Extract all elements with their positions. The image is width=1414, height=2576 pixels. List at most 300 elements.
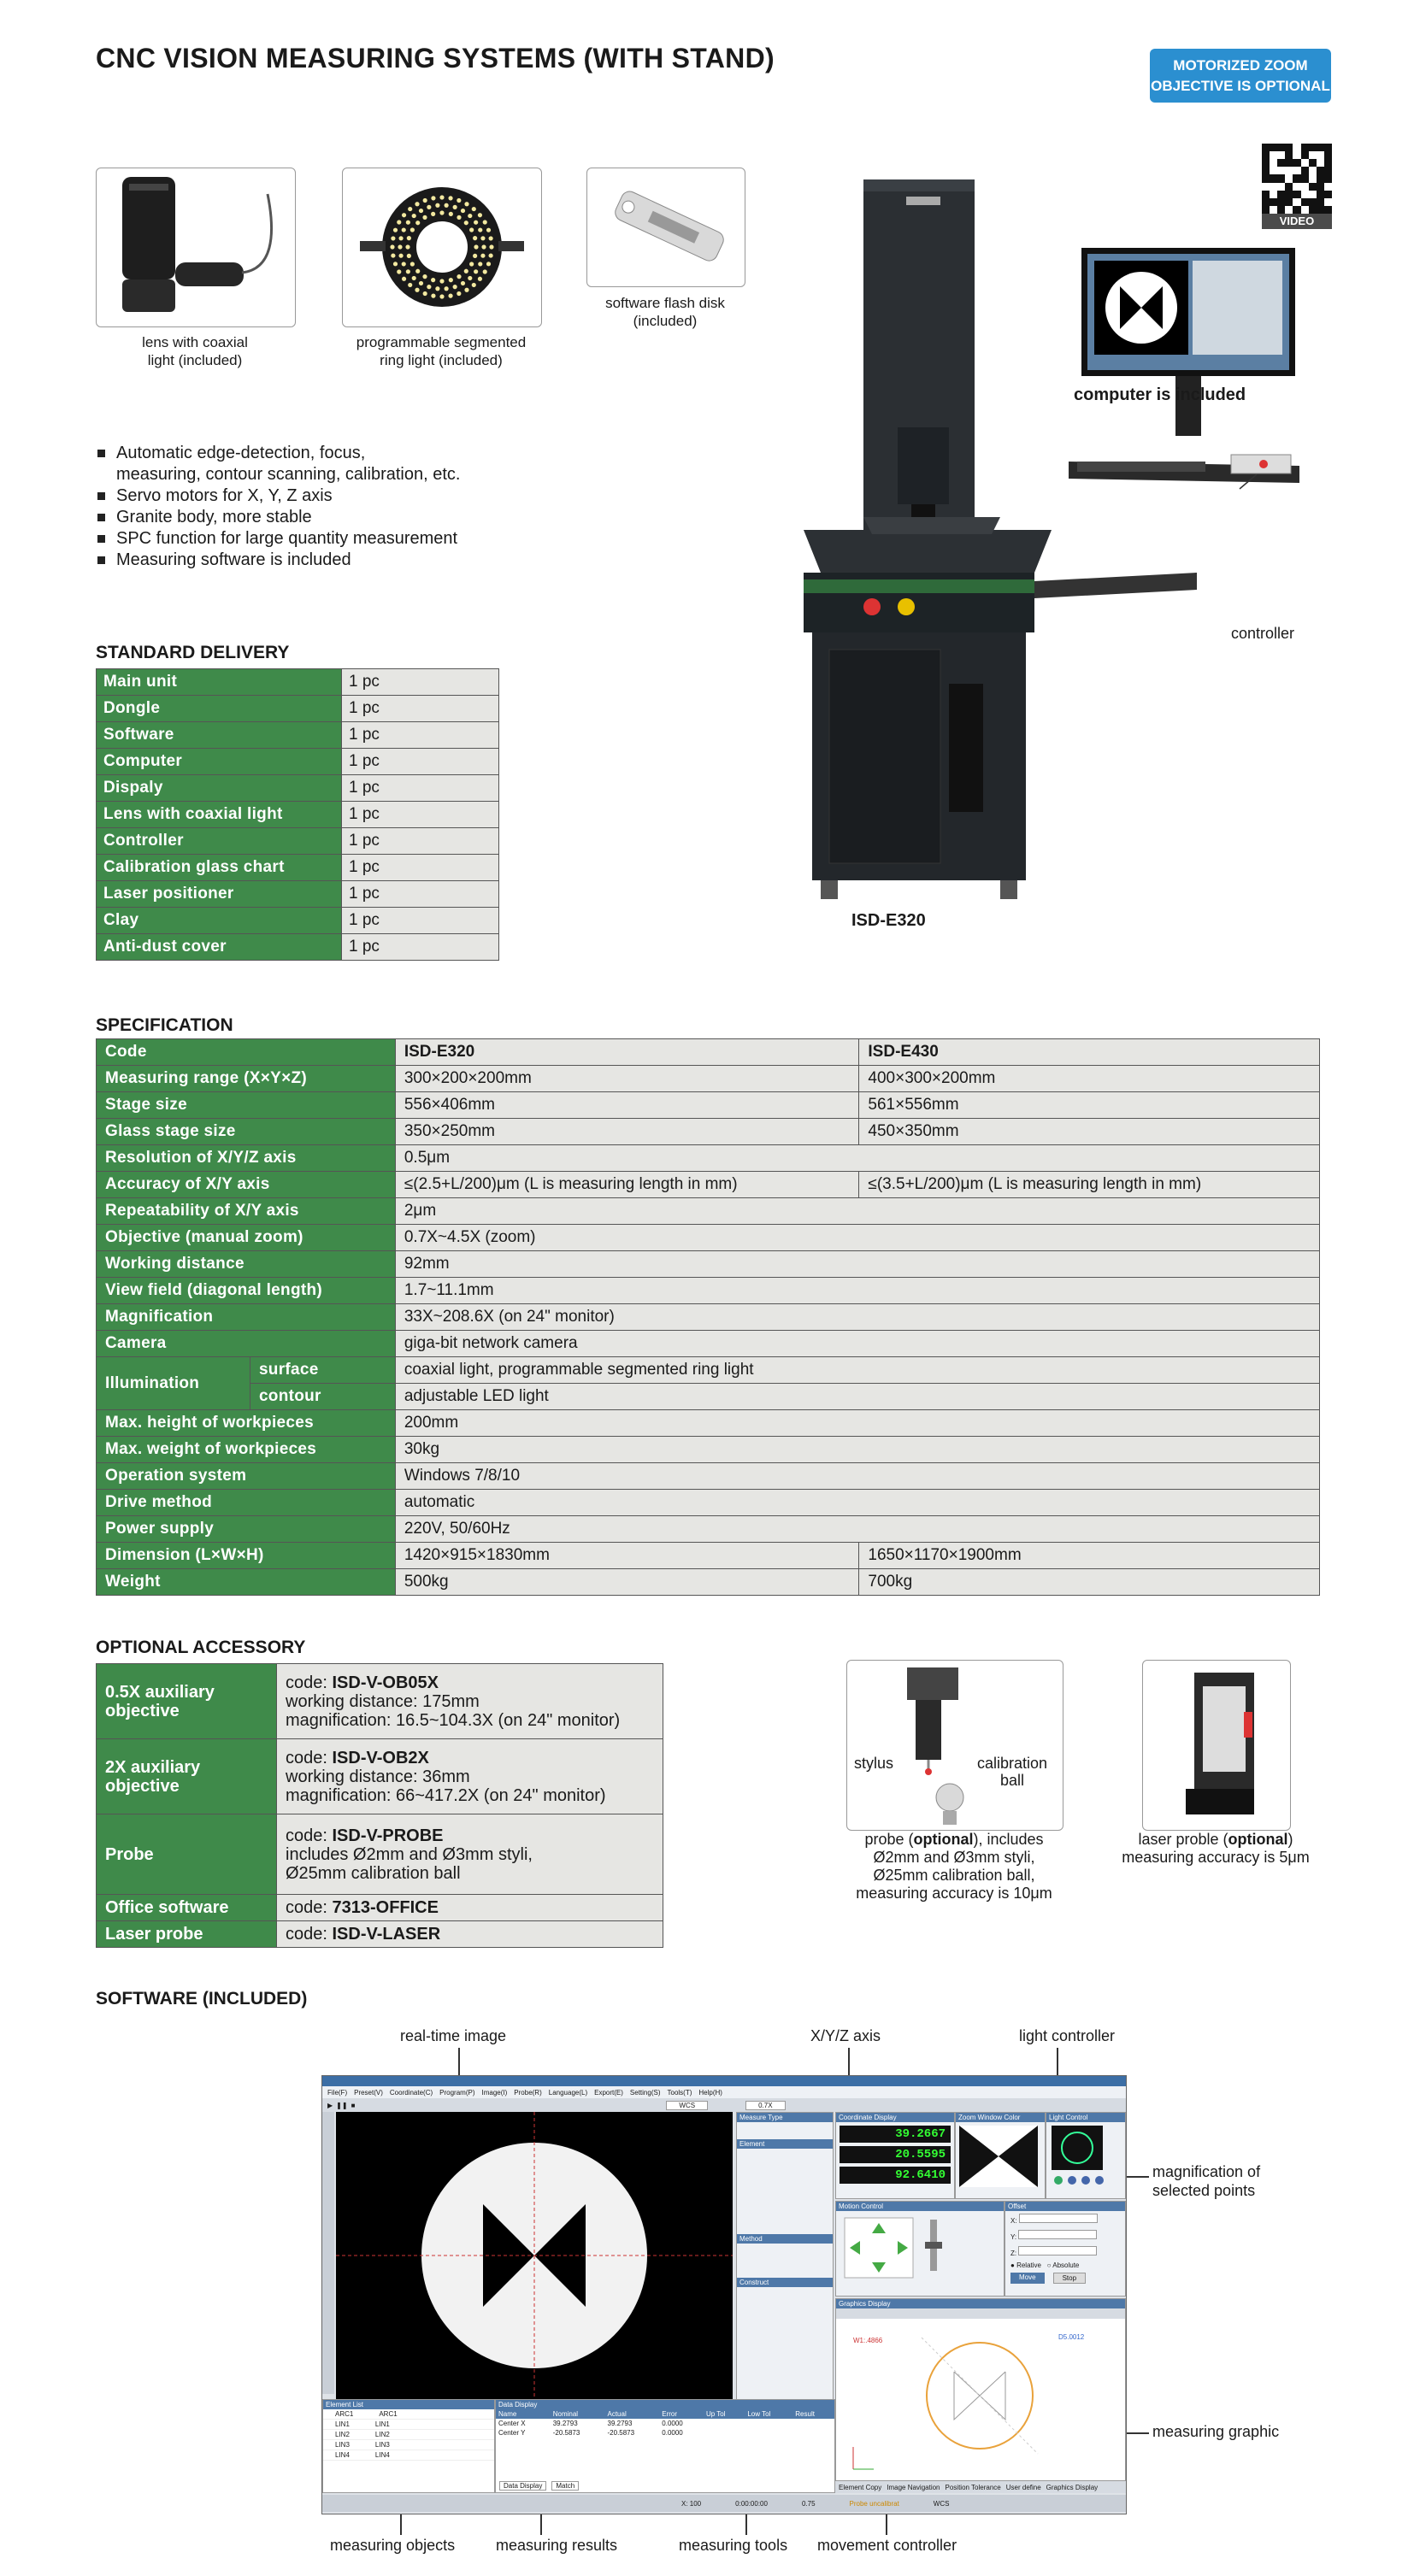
spec-value: 400×300×200mm [859, 1066, 1320, 1092]
qr-cell [1285, 144, 1293, 151]
led-dot [415, 269, 420, 273]
offset-y-row: Y: [1005, 2227, 1125, 2244]
led-dot [431, 212, 435, 216]
element-list-panel [322, 2399, 495, 2493]
led-dot [461, 209, 465, 213]
calibration-ball-label [977, 1755, 1047, 1789]
opt-detail [277, 1921, 663, 1948]
graphics-tab[interactable]: Graphics Display [1046, 2483, 1099, 2491]
element-name: ARC1 [335, 2410, 354, 2418]
status-bar [322, 2495, 1126, 2512]
flash-disk-photo [586, 168, 745, 287]
calib-line: ball [1000, 1772, 1025, 1789]
column-header[interactable]: Low Tol [745, 2409, 792, 2419]
light-control-panel [1046, 2112, 1126, 2199]
spec-key: Camera [97, 1331, 396, 1357]
table-cell: 0.0000 [662, 2429, 683, 2437]
led-dot [423, 291, 427, 296]
laser-caption-line: measuring accuracy is 5μm [1122, 1849, 1310, 1866]
element-label: LIN1 [374, 2420, 390, 2428]
graphics-toolbar [836, 2308, 1125, 2319]
menu-item[interactable]: Help(H) [698, 2088, 722, 2097]
method-tools[interactable] [737, 2244, 833, 2278]
opt-detail-line: working distance: 175mm [286, 1691, 480, 1711]
delivery-item: Anti-dust cover [97, 934, 342, 961]
delivery-row [97, 855, 499, 881]
qr-cell [1317, 206, 1324, 214]
opt-name [97, 1739, 277, 1814]
led-dot [412, 214, 416, 218]
menu-item[interactable]: Coordinate(C) [389, 2088, 433, 2097]
probe-caption-line: Ø25mm calibration ball, [873, 1867, 1035, 1884]
element-name: LIN1 [335, 2420, 350, 2428]
spec-key: Magnification [97, 1304, 396, 1331]
qr-cell [1309, 183, 1317, 191]
table-cell [792, 2428, 834, 2438]
laser-caption-line: laser proble (optional) [1138, 1831, 1293, 1848]
spec-subkey: contour [250, 1384, 395, 1410]
led-dot [415, 288, 419, 292]
led-dot [415, 202, 419, 206]
spec-key: Dimension (L×W×H) [97, 1543, 396, 1569]
spec-row [97, 1225, 1320, 1251]
spec-key: Weight [97, 1569, 396, 1596]
spec-key: Glass stage size [97, 1119, 396, 1145]
qr-cell [1324, 144, 1332, 151]
led-dot [478, 277, 482, 281]
element-label: LIN4 [374, 2451, 390, 2459]
led-dot [439, 279, 444, 283]
spec-key: Objective (manual zoom) [97, 1225, 396, 1251]
qr-cell [1309, 151, 1317, 159]
realtime-image [336, 2112, 733, 2399]
pause-icon[interactable]: ❚❚ [336, 2101, 348, 2109]
qr-cell [1317, 183, 1324, 191]
left-toolstrip [322, 2112, 334, 2394]
delivery-row [97, 908, 499, 934]
status-text: 0.75 [801, 2499, 816, 2508]
led-dot [423, 198, 427, 203]
led-dot [480, 254, 485, 258]
element-label: LIN2 [374, 2431, 390, 2438]
element-label: ARC1 [379, 2410, 398, 2418]
panel-zoom-title: Zoom Window Color [956, 2113, 1045, 2122]
column-header[interactable]: Actual [605, 2409, 660, 2419]
realtime-image-label: real-time image [400, 2027, 507, 2044]
move-button[interactable]: Move [1010, 2273, 1045, 2284]
relative-radio[interactable]: Relative [1016, 2261, 1041, 2269]
led-dot [448, 196, 452, 200]
spec-key: Drive method [97, 1490, 396, 1516]
opt-code: ISD-V-PROBE [332, 1826, 444, 1845]
optional-table [96, 1663, 663, 1948]
spec-key: Max. weight of workpieces [97, 1437, 396, 1463]
opt-code-line [286, 1673, 654, 1692]
led-dot [474, 221, 478, 225]
delivery-row [97, 775, 499, 802]
delivery-qty: 1 pc [342, 934, 499, 961]
opt-detail-line: magnification: 66~417.2X (on 24" monitor) [286, 1785, 606, 1805]
tab-data-display[interactable]: Data Display [499, 2481, 546, 2491]
qr-cell [1324, 174, 1332, 182]
opt-name-line: objective [105, 1701, 180, 1720]
list-item[interactable] [323, 2420, 494, 2430]
graphics-tab[interactable]: Element Copy [839, 2483, 882, 2491]
led-dot [410, 262, 415, 266]
led-dot [457, 215, 461, 220]
table-cell [704, 2428, 745, 2438]
led-dot [391, 236, 395, 240]
measuring-results-label: measuring results [496, 2537, 618, 2554]
spec-key: Accuracy of X/Y axis [97, 1172, 396, 1198]
spec-row [97, 1145, 1320, 1172]
spec-value: 500kg [395, 1569, 859, 1596]
opt-name: Laser probe [97, 1921, 277, 1948]
menu-item[interactable]: Image(I) [481, 2088, 508, 2097]
menu-item[interactable]: Language(L) [548, 2088, 588, 2097]
spec-value: 1420×915×1830mm [395, 1543, 859, 1569]
graphics-tab[interactable]: Position Tolerance [945, 2483, 1001, 2491]
list-item[interactable] [323, 2450, 494, 2461]
panel-method-title: Method [737, 2234, 833, 2244]
opt-code: ISD-V-OB05X [332, 1673, 439, 1692]
optional-accessory-title: OPTIONAL ACCESSORY [96, 1638, 306, 1657]
qr-cell [1309, 174, 1317, 182]
feature-item: measuring, contour scanning, calibration, etc. [116, 465, 461, 484]
lens-photo [96, 168, 296, 327]
flash-caption-line-1: software flash disk [605, 295, 725, 311]
qr-cell [1270, 159, 1277, 167]
qr-cell [1277, 144, 1285, 151]
qr-cell [1324, 151, 1332, 159]
panel-construct-title: Construct [737, 2278, 833, 2287]
led-dot [468, 214, 472, 218]
qr-cell [1324, 183, 1332, 191]
led-dot [408, 283, 412, 287]
table-row[interactable] [496, 2419, 834, 2428]
led-dot [398, 236, 403, 240]
flash-caption-line-2: (included) [633, 313, 698, 329]
feature-item: Servo motors for X, Y, Z axis [94, 485, 460, 507]
opt-code: ISD-V-OB2X [332, 1748, 429, 1767]
menu-item[interactable]: Probe(R) [514, 2088, 542, 2097]
table-header [496, 2409, 834, 2419]
ring-caption-line-1: programmable segmented [356, 334, 527, 350]
opt-detail-line: working distance: 36mm [286, 1767, 470, 1786]
element-name: LIN2 [335, 2431, 350, 2438]
play-icon[interactable]: ▶ [327, 2101, 333, 2109]
lens-caption-line-2: light (included) [147, 352, 243, 368]
offset-z-input[interactable] [1018, 2246, 1097, 2255]
laser-probe-photo [1142, 1660, 1291, 1831]
led-dot [407, 236, 411, 240]
qr-cell [1270, 144, 1277, 151]
led-dot [408, 207, 412, 211]
spec-row [97, 1331, 1320, 1357]
delivery-item: Software [97, 722, 342, 749]
spec-row [97, 1516, 1320, 1543]
delivery-qty: 1 pc [342, 669, 499, 696]
qr-cell [1309, 206, 1317, 214]
status-text: Probe uncalibrat [849, 2499, 899, 2508]
light-controller-label: light controller [1019, 2027, 1116, 2044]
led-dot [419, 281, 423, 285]
delivery-item: Lens with coaxial light [97, 802, 342, 828]
delivery-row [97, 669, 499, 696]
spec-row [97, 1384, 1320, 1410]
video-label[interactable]: VIDEO [1262, 214, 1332, 229]
code-prefix: code: [286, 1826, 333, 1845]
table-cell: -20.5873 [552, 2429, 580, 2437]
led-dot [402, 262, 406, 266]
opt-detail-line: Ø25mm calibration ball [286, 1863, 461, 1883]
panel-measure-title: Measure Type [737, 2113, 833, 2122]
spec-value: 33X~208.6X (on 24" monitor) [395, 1304, 1319, 1331]
light-ring-icon[interactable] [1046, 2122, 1123, 2191]
menu-item[interactable]: Program(P) [439, 2088, 475, 2097]
delivery-row [97, 749, 499, 775]
opt-code: 7313-OFFICE [332, 1898, 439, 1917]
measuring-tools-label: measuring tools [679, 2537, 788, 2554]
led-dot [474, 269, 478, 273]
qr-cell [1317, 151, 1324, 159]
delivery-table [96, 668, 499, 961]
spec-key: Illumination [97, 1357, 250, 1410]
led-dot [427, 205, 431, 209]
spec-row [97, 1410, 1320, 1437]
code-prefix: code: [286, 1748, 333, 1767]
zoom-preview-icon [956, 2122, 1041, 2191]
led-dot [439, 294, 444, 298]
feature-item: Automatic edge-detection, focus, [94, 443, 460, 464]
qr-cell [1277, 151, 1285, 159]
stop-button[interactable]: Stop [1053, 2273, 1086, 2284]
feature-item: Granite body, more stable [94, 507, 460, 528]
led-dot [448, 294, 452, 298]
lens-caption-line-1: lens with coaxial [142, 334, 248, 350]
tab-match[interactable]: Match [551, 2481, 579, 2491]
qr-cell [1324, 198, 1332, 206]
list-item[interactable] [323, 2440, 494, 2450]
qr-cell [1293, 159, 1300, 167]
qr-cell [1285, 159, 1293, 167]
qr-cell [1293, 151, 1300, 159]
offset-mode-row: ● Relative ○ Absolute [1010, 2261, 1080, 2269]
menu-item[interactable]: Preset(V) [354, 2088, 383, 2097]
spec-subkey: surface [250, 1357, 395, 1384]
column-header[interactable]: Up Tol [704, 2409, 745, 2419]
element-list-title: Element List [323, 2400, 494, 2409]
led-dot [468, 276, 472, 280]
graphics-tab[interactable]: Image Navigation [887, 2483, 940, 2491]
opt-code-line [286, 1749, 654, 1767]
column-header[interactable]: Error [659, 2409, 704, 2419]
spec-table [96, 1038, 1320, 1596]
led-dot [474, 244, 478, 249]
data-tabs [499, 2481, 579, 2491]
spec-value: adjustable LED light [395, 1384, 1319, 1410]
mag-line: selected points [1152, 2182, 1256, 2199]
lens-caption [96, 333, 294, 369]
led-dot [390, 244, 394, 249]
led-dot [427, 285, 431, 289]
machine-photo [752, 171, 1308, 923]
spec-key: Max. height of workpieces [97, 1410, 396, 1437]
delivery-row [97, 828, 499, 855]
opt-detail [277, 1814, 663, 1895]
probe-caption-line: probe (optional), includes [864, 1831, 1044, 1848]
delivery-qty: 1 pc [342, 802, 499, 828]
flash-disk-icon [587, 168, 745, 286]
menu-item[interactable]: Setting(S) [629, 2088, 661, 2097]
qr-cell [1317, 159, 1324, 167]
menu-item[interactable]: Export(E) [594, 2088, 623, 2097]
table-cell [792, 2419, 834, 2428]
spec-value: 220V, 50/60Hz [395, 1516, 1319, 1543]
spec-row [97, 1251, 1320, 1278]
led-dot [486, 262, 491, 266]
motorized-zoom-badge [1150, 49, 1331, 103]
probe-caption-line: Ø2mm and Ø3mm styli, [873, 1849, 1035, 1866]
offset-y-input[interactable] [1018, 2230, 1097, 2239]
qr-cell [1285, 151, 1293, 159]
delivery-row [97, 934, 499, 961]
calib-line: calibration [977, 1755, 1048, 1772]
qr-cell [1309, 144, 1317, 151]
led-dot [473, 254, 477, 258]
page-title: CNC VISION MEASURING SYSTEMS (WITH STAND) [96, 43, 775, 74]
spec-key: Operation system [97, 1463, 396, 1490]
spec-row [97, 1543, 1320, 1569]
spec-value: 1.7~11.1mm [395, 1278, 1319, 1304]
status-text: WCS [933, 2499, 950, 2508]
led-dot [478, 227, 482, 232]
mag-line: magnification of [1152, 2163, 1261, 2180]
spec-row [97, 1119, 1320, 1145]
led-dot [453, 205, 457, 209]
qr-cell [1317, 191, 1324, 198]
spec-value: 561×556mm [859, 1092, 1320, 1119]
led-dot [435, 203, 439, 208]
flash-disk-caption [578, 294, 752, 330]
led-dot [469, 262, 474, 266]
camera-view-icon [336, 2112, 733, 2399]
column-header[interactable]: Result [792, 2409, 834, 2419]
led-dot [406, 269, 410, 273]
offset-x-input[interactable] [1019, 2214, 1098, 2223]
code-prefix: code: [286, 1898, 333, 1917]
led-dot [407, 254, 411, 258]
y-readout: 20.5595 [840, 2146, 951, 2163]
delivery-item: Main unit [97, 669, 342, 696]
spec-header-row [97, 1039, 1320, 1066]
feature-item: SPC function for large quantity measurement [94, 528, 460, 550]
badge-line-2: OBJECTIVE IS OPTIONAL [1151, 78, 1330, 94]
column-header[interactable]: Nominal [551, 2409, 605, 2419]
jog-arrows-icon[interactable] [836, 2211, 999, 2288]
specification-title: SPECIFICATION [96, 1015, 233, 1035]
ring-caption-line-2: ring light (included) [380, 352, 503, 368]
list-item[interactable] [323, 2409, 494, 2420]
led-dot [483, 220, 487, 224]
ring-light-icon [343, 168, 541, 326]
led-dot [393, 262, 398, 266]
qr-cell [1317, 198, 1324, 206]
zoom-select[interactable]: 0.7X [745, 2101, 785, 2110]
machine-model-label: ISD-E320 [851, 911, 926, 930]
panel-element-title: Element [737, 2139, 833, 2149]
led-dot [391, 253, 395, 257]
table-cell: 0.0000 [662, 2420, 683, 2427]
spec-key: Working distance [97, 1251, 396, 1278]
led-dot [449, 212, 453, 216]
spec-value: 300×200×200mm [395, 1066, 859, 1092]
menu-item[interactable]: Tools(T) [667, 2088, 692, 2097]
wcs-select[interactable]: WCS [666, 2101, 708, 2110]
offset-x-row: X: [1005, 2211, 1125, 2227]
menu-item[interactable]: File(F) [327, 2088, 348, 2097]
spec-value: coaxial light, programmable segmented ring light [395, 1357, 1319, 1384]
qr-cell [1262, 159, 1270, 167]
window-titlebar [322, 2076, 1126, 2086]
led-dot [449, 278, 453, 282]
list-item[interactable] [323, 2430, 494, 2440]
table-cell: 39.2793 [552, 2420, 578, 2427]
led-dot [472, 283, 476, 287]
graphics-tab[interactable]: User define [1005, 2483, 1041, 2491]
spec-value: 1650×1170×1900mm [859, 1543, 1320, 1569]
led-dot [445, 203, 449, 208]
software-window [321, 2075, 1127, 2514]
spec-row [97, 1304, 1320, 1331]
menu-bar [322, 2086, 1126, 2098]
spec-row [97, 1066, 1320, 1092]
led-dot [486, 228, 491, 232]
qr-cell [1262, 144, 1270, 151]
table-row[interactable] [496, 2428, 834, 2438]
table-cell [745, 2428, 792, 2438]
led-dot [473, 236, 477, 240]
led-dot [478, 213, 482, 217]
opt-row [97, 1664, 663, 1739]
opt-detail [277, 1664, 663, 1739]
element-tools[interactable] [737, 2149, 833, 2234]
magnification-label [1152, 2162, 1260, 2200]
opt-name [97, 1664, 277, 1739]
spec-row [97, 1490, 1320, 1516]
qr-cell [1293, 144, 1300, 151]
probe-icon [847, 1661, 1063, 1830]
opt-detail [277, 1739, 663, 1814]
absolute-radio[interactable]: Absolute [1052, 2261, 1080, 2269]
badge-line-1: MOTORIZED ZOOM [1173, 57, 1308, 74]
stop-icon[interactable]: ■ [351, 2101, 356, 2109]
led-dot [481, 244, 486, 249]
qr-cell [1324, 167, 1332, 174]
delivery-item: Laser positioner [97, 881, 342, 908]
spec-key: Resolution of X/Y/Z axis [97, 1145, 396, 1172]
led-dot [489, 236, 493, 240]
qr-cell [1309, 159, 1317, 167]
led-dot [472, 207, 476, 211]
delivery-qty: 1 pc [342, 775, 499, 802]
column-header[interactable]: Name [496, 2409, 551, 2419]
qr-cell [1301, 159, 1309, 167]
opt-row [97, 1739, 663, 1814]
offset-panel [1005, 2201, 1126, 2297]
qr-cell [1309, 191, 1317, 198]
led-dot [445, 286, 449, 291]
